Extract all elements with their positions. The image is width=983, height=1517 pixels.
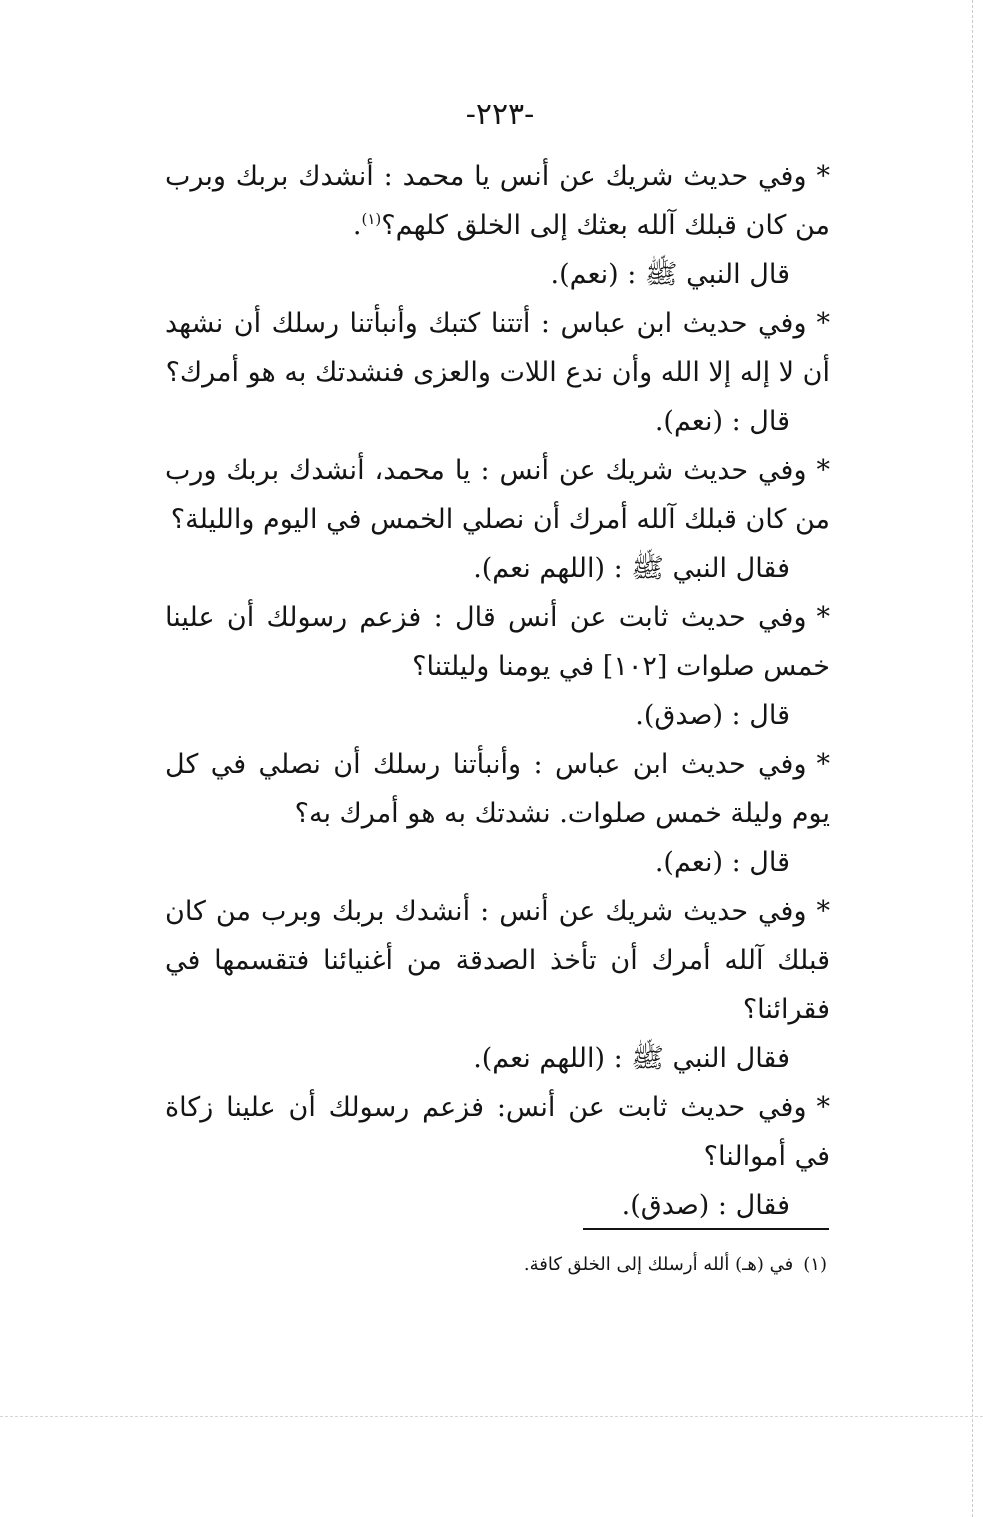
footnote xyxy=(300,1250,827,1280)
paragraph-text: وفي حديث ثابت عن أنس: فزعم رسولك أن علينا زكاة في أموالنا؟ xyxy=(165,1092,830,1172)
footnote-number: (١) xyxy=(803,1254,827,1275)
bullet-star: * xyxy=(816,602,830,633)
paragraph-text: وفي حديث شريك عن أنس يا محمد : أنشدك بربك وبرب من كان قبلك آلله بعثك إلى الخلق كلهم؟ xyxy=(165,161,830,241)
hadith-paragraph xyxy=(165,1083,830,1181)
reply-line: قال : (نعم). xyxy=(654,406,790,437)
scan-edge-right xyxy=(972,0,973,1517)
paragraph-text: وفي حديث ابن عباس : أتتنا كتبك وأنبأتنا رسلك أن نشهد أن لا إله إلا الله وأن ندع اللات والعزى فنشدتك به هو أمرك؟ xyxy=(165,308,830,388)
reply-line: قال النبي ﷺ : (نعم). xyxy=(550,259,790,290)
reply-line: قال : (صدق). xyxy=(635,700,790,731)
paragraph-text: وفي حديث شريك عن أنس : يا محمد، أنشدك بربك ورب من كان قبلك آلله أمرك أن نصلي الخمس في اليوم والليلة؟ xyxy=(165,455,830,535)
reply-line: فقال النبي ﷺ : (اللهم نعم). xyxy=(473,553,790,584)
bullet-star: * xyxy=(816,455,830,486)
page-number: -٢٢٣- xyxy=(465,97,535,132)
footnote-divider xyxy=(583,1228,829,1230)
reply-line: فقال : (صدق). xyxy=(621,1190,790,1221)
hadith-paragraph xyxy=(165,299,830,397)
paragraph-text: وفي حديث ثابت عن أنس قال : فزعم رسولك أن علينا خمس صلوات [١٠٢] في يومنا وليلتنا؟ xyxy=(165,602,830,682)
main-text xyxy=(165,152,830,1230)
hadith-paragraph xyxy=(165,740,830,838)
bullet-star: * xyxy=(816,896,830,927)
bullet-star: * xyxy=(816,308,830,339)
reply-line: فقال النبي ﷺ : (اللهم نعم). xyxy=(473,1043,790,1074)
scan-edge-bottom xyxy=(0,1416,983,1417)
bullet-star: * xyxy=(816,1092,830,1123)
bullet-star: * xyxy=(816,161,830,192)
paragraph-text: وفي حديث ابن عباس : وأنبأتنا رسلك أن نصلي في كل يوم وليلة خمس صلوات. نشدتك به هو أمرك به؟ xyxy=(165,749,830,829)
hadith-paragraph xyxy=(165,446,830,544)
hadith-paragraph xyxy=(165,152,830,250)
footnote-reference: (١) xyxy=(361,210,382,228)
hadith-paragraph xyxy=(165,593,830,691)
reply-line: قال : (نعم). xyxy=(654,847,790,878)
paragraph-text: وفي حديث شريك عن أنس : أنشدك بربك وبرب من كان قبلك آلله أمرك أن تأخذ الصدقة من أغنيائنا فتقسمها في فقرائنا؟ xyxy=(165,896,830,1025)
hadith-paragraph xyxy=(165,887,830,1034)
footnote-text: في (هـ) ألله أرسلك إلى الخلق كافة. xyxy=(523,1254,794,1275)
bullet-star: * xyxy=(816,749,830,780)
paragraph-end: . xyxy=(352,210,362,241)
